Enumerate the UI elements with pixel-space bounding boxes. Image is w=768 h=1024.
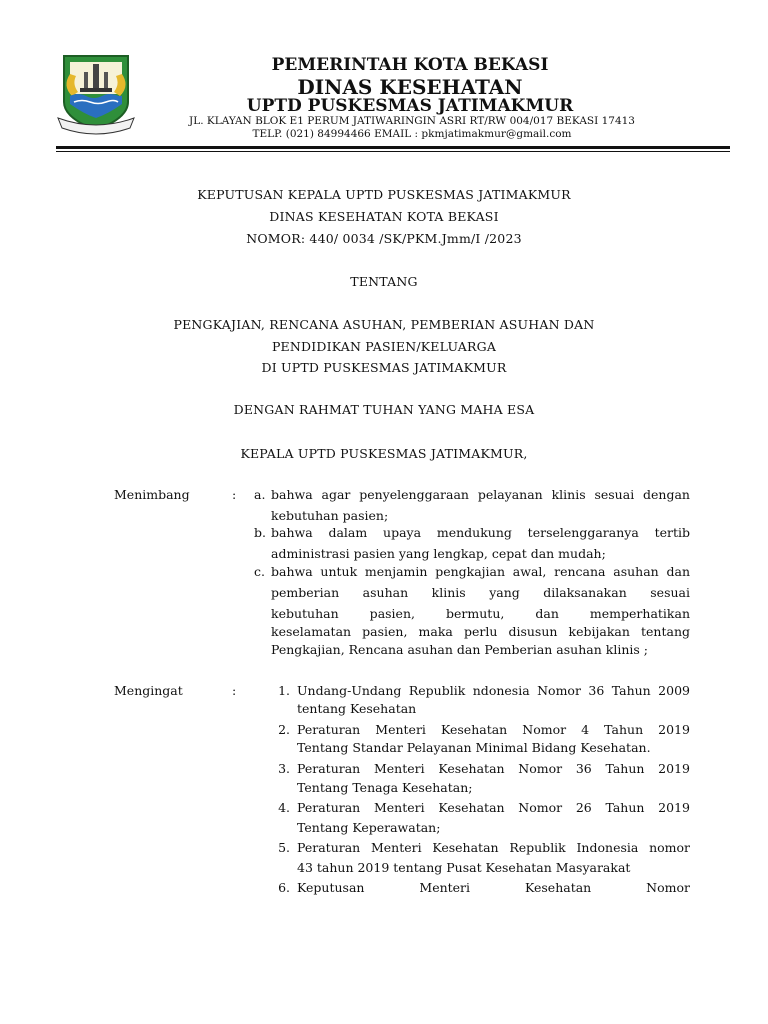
menimbang-c-line1: bahwa untuk menjamin pengkajian awal, rencana asuhan dan bbox=[271, 564, 690, 579]
menimbang-c-line2: pemberian asuhan klinis yang dilaksanakan sesuai bbox=[271, 585, 690, 600]
mengingat-1-line2: tentang Kesehatan bbox=[297, 701, 417, 716]
menimbang-a-line2: kebutuhan pasien; bbox=[271, 508, 389, 523]
mengingat-colon: : bbox=[232, 683, 237, 698]
menimbang-label: Menimbang bbox=[114, 487, 190, 502]
menimbang-marker-a: a. bbox=[254, 487, 266, 502]
menimbang-marker-b: b. bbox=[254, 525, 266, 540]
menimbang-b-line2: administrasi pasien yang lengkap, cepat dan mudah; bbox=[271, 546, 606, 561]
menimbang-a-line1: bahwa agar penyelenggaraan pelayanan klinis sesuai dengan bbox=[271, 487, 690, 502]
government-name: PEMERINTAH KOTA BEKASI bbox=[271, 55, 549, 75]
about-heading: TENTANG bbox=[350, 274, 418, 289]
subject-line2: PENDIDIKAN PASIEN/KELUARGA bbox=[271, 339, 497, 354]
mengingat-marker-1: 1. bbox=[278, 683, 290, 698]
subject-line1: PENGKAJIAN, RENCANA ASUHAN, PEMBERIAN ASUHAN DAN bbox=[173, 317, 595, 332]
mengingat-label: Mengingat bbox=[114, 683, 183, 698]
mengingat-marker-4: 4. bbox=[278, 800, 290, 815]
mengingat-2-line1: Peraturan Menteri Kesehatan Nomor 4 Tahun 2019 bbox=[297, 722, 690, 737]
menimbang-c-line5: Pengkajian, Rencana asuhan dan Pemberian asuhan klinis ; bbox=[271, 642, 648, 657]
mengingat-marker-2: 2. bbox=[278, 722, 290, 737]
mengingat-5-line2: 43 tahun 2019 tentang Pusat Kesehatan Masyarakat bbox=[297, 860, 631, 875]
mengingat-marker-3: 3. bbox=[278, 761, 290, 776]
blessing-line: DENGAN RAHMAT TUHAN YANG MAHA ESA bbox=[233, 402, 535, 417]
mengingat-3-line2: Tentang Tenaga Kesehatan; bbox=[297, 780, 473, 795]
menimbang-c-line3: kebutuhan pasien, bermutu, dan memperhatikan bbox=[271, 606, 690, 621]
mengingat-6-line1: Keputusan Menteri Kesehatan Nomor bbox=[297, 880, 690, 895]
letterhead-divider-thin bbox=[56, 151, 730, 152]
menimbang-colon: : bbox=[232, 487, 237, 502]
mengingat-4-line2: Tentang Keperawatan; bbox=[297, 820, 441, 835]
kota-bekasi-emblem-logo bbox=[56, 52, 136, 136]
mengingat-5-line1: Peraturan Menteri Kesehatan Republik Indonesia nomor bbox=[297, 840, 690, 855]
official-title: KEPALA UPTD PUSKESMAS JATIMAKMUR, bbox=[240, 446, 528, 461]
address-line: JL. KLAYAN BLOK E1 PERUM JATIWARINGIN ASRI RT/RW 004/017 BEKASI 17413 bbox=[189, 115, 635, 127]
menimbang-c-line4: keselamatan pasien, maka perlu disusun kebijakan tentang bbox=[271, 624, 690, 639]
mengingat-marker-6: 6. bbox=[278, 880, 290, 895]
decree-title-line2: DINAS KESEHATAN KOTA BEKASI bbox=[269, 209, 499, 224]
mengingat-marker-5: 5. bbox=[278, 840, 290, 855]
contact-line: TELP. (021) 84994466 EMAIL : pkmjatimakmur@gmail.com bbox=[252, 128, 572, 140]
mengingat-4-line1: Peraturan Menteri Kesehatan Nomor 26 Tahun 2019 bbox=[297, 800, 690, 815]
menimbang-marker-c: c. bbox=[254, 564, 265, 579]
menimbang-b-line1: bahwa dalam upaya mendukung terselenggaranya tertib bbox=[271, 525, 690, 540]
agency-name: DINAS KESEHATAN bbox=[297, 75, 523, 99]
mengingat-3-line1: Peraturan Menteri Kesehatan Nomor 36 Tahun 2019 bbox=[297, 761, 690, 776]
mengingat-2-line2: Tentang Standar Pelayanan Minimal Bidang Kesehatan. bbox=[297, 740, 651, 755]
letterhead-divider-thick bbox=[56, 146, 730, 149]
decree-title-line1: KEPUTUSAN KEPALA UPTD PUSKESMAS JATIMAKMUR bbox=[197, 187, 571, 202]
subject-line3: DI UPTD PUSKESMAS JATIMAKMUR bbox=[261, 360, 507, 375]
unit-name: UPTD PUSKESMAS JATIMAKMUR bbox=[246, 96, 574, 116]
decree-number: NOMOR: 440/ 0034 /SK/PKM.Jmm/I /2023 bbox=[246, 231, 522, 246]
mengingat-1-line1: Undang-Undang Republik ndonesia Nomor 36 Tahun 2009 bbox=[297, 683, 690, 698]
